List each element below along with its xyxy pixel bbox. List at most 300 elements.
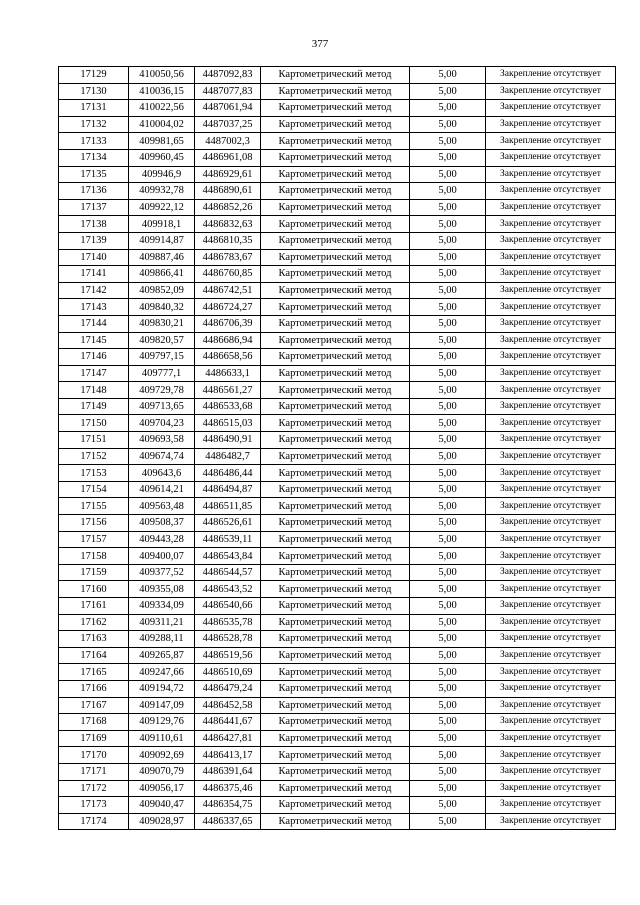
method-cell: Картометрический метод [261, 315, 410, 332]
accuracy-cell: 5,00 [410, 598, 486, 615]
y-coordinate-cell: 4486686,94 [195, 332, 261, 349]
y-coordinate-cell: 4486486,44 [195, 465, 261, 482]
method-cell: Картометрический метод [261, 763, 410, 780]
y-coordinate-cell: 4486452,58 [195, 697, 261, 714]
x-coordinate-cell: 409887,46 [129, 249, 195, 266]
x-coordinate-cell: 409400,07 [129, 548, 195, 565]
method-cell: Картометрический метод [261, 531, 410, 548]
point-number-cell: 17162 [59, 614, 129, 631]
accuracy-cell: 5,00 [410, 548, 486, 565]
fixation-cell: Закрепление отсутствует [486, 714, 616, 731]
method-cell: Картометрический метод [261, 432, 410, 449]
fixation-cell: Закрепление отсутствует [486, 631, 616, 648]
table-row [59, 216, 616, 233]
x-coordinate-cell: 409693,58 [129, 432, 195, 449]
point-number-cell: 17142 [59, 282, 129, 299]
table-row [59, 266, 616, 283]
y-coordinate-cell: 4486544,57 [195, 564, 261, 581]
x-coordinate-cell: 409729,78 [129, 382, 195, 399]
accuracy-cell: 5,00 [410, 365, 486, 382]
accuracy-cell: 5,00 [410, 697, 486, 714]
accuracy-cell: 5,00 [410, 564, 486, 581]
fixation-cell: Закрепление отсутствует [486, 697, 616, 714]
x-coordinate-cell: 409311,21 [129, 614, 195, 631]
table-row [59, 232, 616, 249]
point-number-cell: 17133 [59, 133, 129, 150]
method-cell: Картометрический метод [261, 515, 410, 532]
y-coordinate-cell: 4486375,46 [195, 780, 261, 797]
x-coordinate-cell: 409129,76 [129, 714, 195, 731]
table-row [59, 249, 616, 266]
table-row [59, 747, 616, 764]
y-coordinate-cell: 4486760,85 [195, 266, 261, 283]
point-number-cell: 17164 [59, 647, 129, 664]
fixation-cell: Закрепление отсутствует [486, 382, 616, 399]
y-coordinate-cell: 4486354,75 [195, 797, 261, 814]
fixation-cell: Закрепление отсутствует [486, 315, 616, 332]
y-coordinate-cell: 4486783,67 [195, 249, 261, 266]
fixation-cell: Закрепление отсутствует [486, 216, 616, 233]
y-coordinate-cell: 4486511,85 [195, 498, 261, 515]
table-row [59, 797, 616, 814]
method-cell: Картометрический метод [261, 266, 410, 283]
fixation-cell: Закрепление отсутствует [486, 100, 616, 117]
accuracy-cell: 5,00 [410, 448, 486, 465]
x-coordinate-cell: 409355,08 [129, 581, 195, 598]
accuracy-cell: 5,00 [410, 67, 486, 84]
method-cell: Картометрический метод [261, 249, 410, 266]
accuracy-cell: 5,00 [410, 166, 486, 183]
accuracy-cell: 5,00 [410, 465, 486, 482]
x-coordinate-cell: 409852,09 [129, 282, 195, 299]
y-coordinate-cell: 4486528,78 [195, 631, 261, 648]
x-coordinate-cell: 409334,09 [129, 598, 195, 615]
point-number-cell: 17160 [59, 581, 129, 598]
method-cell: Картометрический метод [261, 664, 410, 681]
table-row [59, 382, 616, 399]
x-coordinate-cell: 409820,57 [129, 332, 195, 349]
x-coordinate-cell: 409704,23 [129, 415, 195, 432]
point-number-cell: 17147 [59, 365, 129, 382]
table-row [59, 365, 616, 382]
x-coordinate-cell: 409918,1 [129, 216, 195, 233]
y-coordinate-cell: 4487061,94 [195, 100, 261, 117]
table-row [59, 149, 616, 166]
accuracy-cell: 5,00 [410, 216, 486, 233]
fixation-cell: Закрепление отсутствует [486, 199, 616, 216]
accuracy-cell: 5,00 [410, 714, 486, 731]
accuracy-cell: 5,00 [410, 116, 486, 133]
accuracy-cell: 5,00 [410, 581, 486, 598]
point-number-cell: 17168 [59, 714, 129, 731]
y-coordinate-cell: 4486337,65 [195, 813, 261, 830]
point-number-cell: 17136 [59, 183, 129, 200]
accuracy-cell: 5,00 [410, 664, 486, 681]
accuracy-cell: 5,00 [410, 432, 486, 449]
point-number-cell: 17170 [59, 747, 129, 764]
x-coordinate-cell: 409922,12 [129, 199, 195, 216]
method-cell: Картометрический метод [261, 183, 410, 200]
point-number-cell: 17167 [59, 697, 129, 714]
y-coordinate-cell: 4487002,3 [195, 133, 261, 150]
fixation-cell: Закрепление отсутствует [486, 448, 616, 465]
accuracy-cell: 5,00 [410, 299, 486, 316]
fixation-cell: Закрепление отсутствует [486, 232, 616, 249]
x-coordinate-cell: 409866,41 [129, 266, 195, 283]
y-coordinate-cell: 4486852,26 [195, 199, 261, 216]
y-coordinate-cell: 4486540,66 [195, 598, 261, 615]
fixation-cell: Закрепление отсутствует [486, 398, 616, 415]
accuracy-cell: 5,00 [410, 631, 486, 648]
x-coordinate-cell: 409070,79 [129, 763, 195, 780]
method-cell: Картометрический метод [261, 581, 410, 598]
x-coordinate-cell: 409288,11 [129, 631, 195, 648]
x-coordinate-cell: 409932,78 [129, 183, 195, 200]
table-row [59, 664, 616, 681]
point-number-cell: 17150 [59, 415, 129, 432]
point-number-cell: 17171 [59, 763, 129, 780]
table-row [59, 67, 616, 84]
table-row [59, 564, 616, 581]
fixation-cell: Закрепление отсутствует [486, 614, 616, 631]
x-coordinate-cell: 409092,69 [129, 747, 195, 764]
x-coordinate-cell: 409777,1 [129, 365, 195, 382]
accuracy-cell: 5,00 [410, 747, 486, 764]
point-number-cell: 17154 [59, 481, 129, 498]
table-row [59, 498, 616, 515]
table-row [59, 398, 616, 415]
y-coordinate-cell: 4486543,84 [195, 548, 261, 565]
method-cell: Картометрический метод [261, 631, 410, 648]
point-number-cell: 17157 [59, 531, 129, 548]
table-row [59, 349, 616, 366]
x-coordinate-cell: 409194,72 [129, 680, 195, 697]
y-coordinate-cell: 4486929,61 [195, 166, 261, 183]
method-cell: Картометрический метод [261, 149, 410, 166]
point-number-cell: 17173 [59, 797, 129, 814]
method-cell: Картометрический метод [261, 614, 410, 631]
method-cell: Картометрический метод [261, 714, 410, 731]
table-row [59, 100, 616, 117]
x-coordinate-cell: 409110,61 [129, 730, 195, 747]
x-coordinate-cell: 410050,56 [129, 67, 195, 84]
y-coordinate-cell: 4487037,25 [195, 116, 261, 133]
y-coordinate-cell: 4486391,64 [195, 763, 261, 780]
accuracy-cell: 5,00 [410, 83, 486, 100]
fixation-cell: Закрепление отсутствует [486, 581, 616, 598]
table-row [59, 83, 616, 100]
x-coordinate-cell: 409840,32 [129, 299, 195, 316]
y-coordinate-cell: 4486494,87 [195, 481, 261, 498]
fixation-cell: Закрепление отсутствует [486, 166, 616, 183]
method-cell: Картометрический метод [261, 747, 410, 764]
method-cell: Картометрический метод [261, 647, 410, 664]
method-cell: Картометрический метод [261, 730, 410, 747]
table-row [59, 415, 616, 432]
fixation-cell: Закрепление отсутствует [486, 149, 616, 166]
point-number-cell: 17141 [59, 266, 129, 283]
x-coordinate-cell: 409443,28 [129, 531, 195, 548]
point-number-cell: 17151 [59, 432, 129, 449]
table-row [59, 531, 616, 548]
y-coordinate-cell: 4486810,35 [195, 232, 261, 249]
y-coordinate-cell: 4486479,24 [195, 680, 261, 697]
accuracy-cell: 5,00 [410, 398, 486, 415]
fixation-cell: Закрепление отсутствует [486, 515, 616, 532]
y-coordinate-cell: 4486543,52 [195, 581, 261, 598]
point-number-cell: 17140 [59, 249, 129, 266]
method-cell: Картометрический метод [261, 232, 410, 249]
x-coordinate-cell: 410036,15 [129, 83, 195, 100]
x-coordinate-cell: 409563,48 [129, 498, 195, 515]
accuracy-cell: 5,00 [410, 183, 486, 200]
accuracy-cell: 5,00 [410, 614, 486, 631]
accuracy-cell: 5,00 [410, 647, 486, 664]
point-number-cell: 17148 [59, 382, 129, 399]
point-number-cell: 17155 [59, 498, 129, 515]
y-coordinate-cell: 4486832,63 [195, 216, 261, 233]
table-row [59, 183, 616, 200]
accuracy-cell: 5,00 [410, 349, 486, 366]
accuracy-cell: 5,00 [410, 515, 486, 532]
point-number-cell: 17149 [59, 398, 129, 415]
x-coordinate-cell: 409028,97 [129, 813, 195, 830]
point-number-cell: 17161 [59, 598, 129, 615]
x-coordinate-cell: 409247,66 [129, 664, 195, 681]
accuracy-cell: 5,00 [410, 232, 486, 249]
fixation-cell: Закрепление отсутствует [486, 598, 616, 615]
point-number-cell: 17153 [59, 465, 129, 482]
fixation-cell: Закрепление отсутствует [486, 564, 616, 581]
x-coordinate-cell: 409914,87 [129, 232, 195, 249]
point-number-cell: 17163 [59, 631, 129, 648]
y-coordinate-cell: 4486890,61 [195, 183, 261, 200]
method-cell: Картометрический метод [261, 166, 410, 183]
fixation-cell: Закрепление отсутствует [486, 116, 616, 133]
fixation-cell: Закрепление отсутствует [486, 133, 616, 150]
table-row [59, 548, 616, 565]
x-coordinate-cell: 410004,02 [129, 116, 195, 133]
table-row [59, 515, 616, 532]
y-coordinate-cell: 4486961,08 [195, 149, 261, 166]
fixation-cell: Закрепление отсутствует [486, 680, 616, 697]
point-number-cell: 17146 [59, 349, 129, 366]
point-number-cell: 17166 [59, 680, 129, 697]
method-cell: Картометрический метод [261, 133, 410, 150]
y-coordinate-cell: 4486535,78 [195, 614, 261, 631]
accuracy-cell: 5,00 [410, 282, 486, 299]
y-coordinate-cell: 4486482,7 [195, 448, 261, 465]
fixation-cell: Закрепление отсутствует [486, 531, 616, 548]
method-cell: Картометрический метод [261, 216, 410, 233]
accuracy-cell: 5,00 [410, 481, 486, 498]
table-row [59, 697, 616, 714]
coordinates-table-body [59, 67, 616, 830]
accuracy-cell: 5,00 [410, 498, 486, 515]
y-coordinate-cell: 4487092,83 [195, 67, 261, 84]
table-row [59, 614, 616, 631]
y-coordinate-cell: 4486515,03 [195, 415, 261, 432]
table-row [59, 714, 616, 731]
table-row [59, 448, 616, 465]
x-coordinate-cell: 409056,17 [129, 780, 195, 797]
fixation-cell: Закрепление отсутствует [486, 747, 616, 764]
method-cell: Картометрический метод [261, 780, 410, 797]
x-coordinate-cell: 410022,56 [129, 100, 195, 117]
x-coordinate-cell: 409377,52 [129, 564, 195, 581]
point-number-cell: 17144 [59, 315, 129, 332]
fixation-cell: Закрепление отсутствует [486, 730, 616, 747]
x-coordinate-cell: 409643,6 [129, 465, 195, 482]
fixation-cell: Закрепление отсутствует [486, 415, 616, 432]
table-row [59, 647, 616, 664]
table-row [59, 631, 616, 648]
y-coordinate-cell: 4486526,61 [195, 515, 261, 532]
accuracy-cell: 5,00 [410, 531, 486, 548]
table-row [59, 282, 616, 299]
y-coordinate-cell: 4486519,56 [195, 647, 261, 664]
method-cell: Картометрический метод [261, 332, 410, 349]
y-coordinate-cell: 4486724,27 [195, 299, 261, 316]
y-coordinate-cell: 4486490,91 [195, 432, 261, 449]
fixation-cell: Закрепление отсутствует [486, 67, 616, 84]
accuracy-cell: 5,00 [410, 813, 486, 830]
fixation-cell: Закрепление отсутствует [486, 498, 616, 515]
fixation-cell: Закрепление отсутствует [486, 365, 616, 382]
y-coordinate-cell: 4486413,17 [195, 747, 261, 764]
table-row [59, 199, 616, 216]
y-coordinate-cell: 4486533,68 [195, 398, 261, 415]
y-coordinate-cell: 4486539,11 [195, 531, 261, 548]
x-coordinate-cell: 409508,37 [129, 515, 195, 532]
x-coordinate-cell: 409265,87 [129, 647, 195, 664]
fixation-cell: Закрепление отсутствует [486, 813, 616, 830]
accuracy-cell: 5,00 [410, 133, 486, 150]
fixation-cell: Закрепление отсутствует [486, 763, 616, 780]
table-row [59, 315, 616, 332]
accuracy-cell: 5,00 [410, 415, 486, 432]
fixation-cell: Закрепление отсутствует [486, 282, 616, 299]
method-cell: Картометрический метод [261, 116, 410, 133]
point-number-cell: 17174 [59, 813, 129, 830]
page-number: 377 [311, 38, 329, 50]
fixation-cell: Закрепление отсутствует [486, 249, 616, 266]
point-number-cell: 17158 [59, 548, 129, 565]
fixation-cell: Закрепление отсутствует [486, 664, 616, 681]
table-row [59, 680, 616, 697]
table-row [59, 432, 616, 449]
point-number-cell: 17129 [59, 67, 129, 84]
x-coordinate-cell: 409614,21 [129, 481, 195, 498]
fixation-cell: Закрепление отсутствует [486, 548, 616, 565]
fixation-cell: Закрепление отсутствует [486, 780, 616, 797]
method-cell: Картометрический метод [261, 415, 410, 432]
method-cell: Картометрический метод [261, 83, 410, 100]
accuracy-cell: 5,00 [410, 730, 486, 747]
fixation-cell: Закрепление отсутствует [486, 332, 616, 349]
method-cell: Картометрический метод [261, 67, 410, 84]
point-number-cell: 17139 [59, 232, 129, 249]
x-coordinate-cell: 409147,09 [129, 697, 195, 714]
method-cell: Картометрический метод [261, 349, 410, 366]
y-coordinate-cell: 4486742,51 [195, 282, 261, 299]
point-number-cell: 17137 [59, 199, 129, 216]
method-cell: Картометрический метод [261, 797, 410, 814]
accuracy-cell: 5,00 [410, 780, 486, 797]
accuracy-cell: 5,00 [410, 332, 486, 349]
point-number-cell: 17132 [59, 116, 129, 133]
method-cell: Картометрический метод [261, 199, 410, 216]
method-cell: Картометрический метод [261, 382, 410, 399]
fixation-cell: Закрепление отсутствует [486, 183, 616, 200]
fixation-cell: Закрепление отсутствует [486, 432, 616, 449]
table-row [59, 166, 616, 183]
method-cell: Картометрический метод [261, 481, 410, 498]
table-row [59, 481, 616, 498]
x-coordinate-cell: 409040,47 [129, 797, 195, 814]
accuracy-cell: 5,00 [410, 680, 486, 697]
x-coordinate-cell: 409830,21 [129, 315, 195, 332]
y-coordinate-cell: 4487077,83 [195, 83, 261, 100]
y-coordinate-cell: 4486561,27 [195, 382, 261, 399]
table-row [59, 813, 616, 830]
accuracy-cell: 5,00 [410, 797, 486, 814]
method-cell: Картометрический метод [261, 598, 410, 615]
fixation-cell: Закрепление отсутствует [486, 797, 616, 814]
table-row [59, 598, 616, 615]
accuracy-cell: 5,00 [410, 315, 486, 332]
method-cell: Картометрический метод [261, 813, 410, 830]
point-number-cell: 17159 [59, 564, 129, 581]
accuracy-cell: 5,00 [410, 763, 486, 780]
point-number-cell: 17143 [59, 299, 129, 316]
method-cell: Картометрический метод [261, 448, 410, 465]
y-coordinate-cell: 4486633,1 [195, 365, 261, 382]
point-number-cell: 17169 [59, 730, 129, 747]
method-cell: Картометрический метод [261, 100, 410, 117]
fixation-cell: Закрепление отсутствует [486, 481, 616, 498]
point-number-cell: 17165 [59, 664, 129, 681]
point-number-cell: 17130 [59, 83, 129, 100]
table-row [59, 332, 616, 349]
fixation-cell: Закрепление отсутствует [486, 647, 616, 664]
fixation-cell: Закрепление отсутствует [486, 83, 616, 100]
point-number-cell: 17145 [59, 332, 129, 349]
method-cell: Картометрический метод [261, 498, 410, 515]
accuracy-cell: 5,00 [410, 199, 486, 216]
table-row [59, 299, 616, 316]
method-cell: Картометрический метод [261, 299, 410, 316]
point-number-cell: 17131 [59, 100, 129, 117]
point-number-cell: 17135 [59, 166, 129, 183]
table-row [59, 116, 616, 133]
table-row [59, 465, 616, 482]
x-coordinate-cell: 409981,65 [129, 133, 195, 150]
x-coordinate-cell: 409960,45 [129, 149, 195, 166]
y-coordinate-cell: 4486441,67 [195, 714, 261, 731]
table-row [59, 581, 616, 598]
coordinates-table [58, 66, 616, 830]
method-cell: Картометрический метод [261, 697, 410, 714]
x-coordinate-cell: 409797,15 [129, 349, 195, 366]
method-cell: Картометрический метод [261, 548, 410, 565]
point-number-cell: 17138 [59, 216, 129, 233]
point-number-cell: 17152 [59, 448, 129, 465]
y-coordinate-cell: 4486510,69 [195, 664, 261, 681]
point-number-cell: 17172 [59, 780, 129, 797]
fixation-cell: Закрепление отсутствует [486, 465, 616, 482]
method-cell: Картометрический метод [261, 365, 410, 382]
